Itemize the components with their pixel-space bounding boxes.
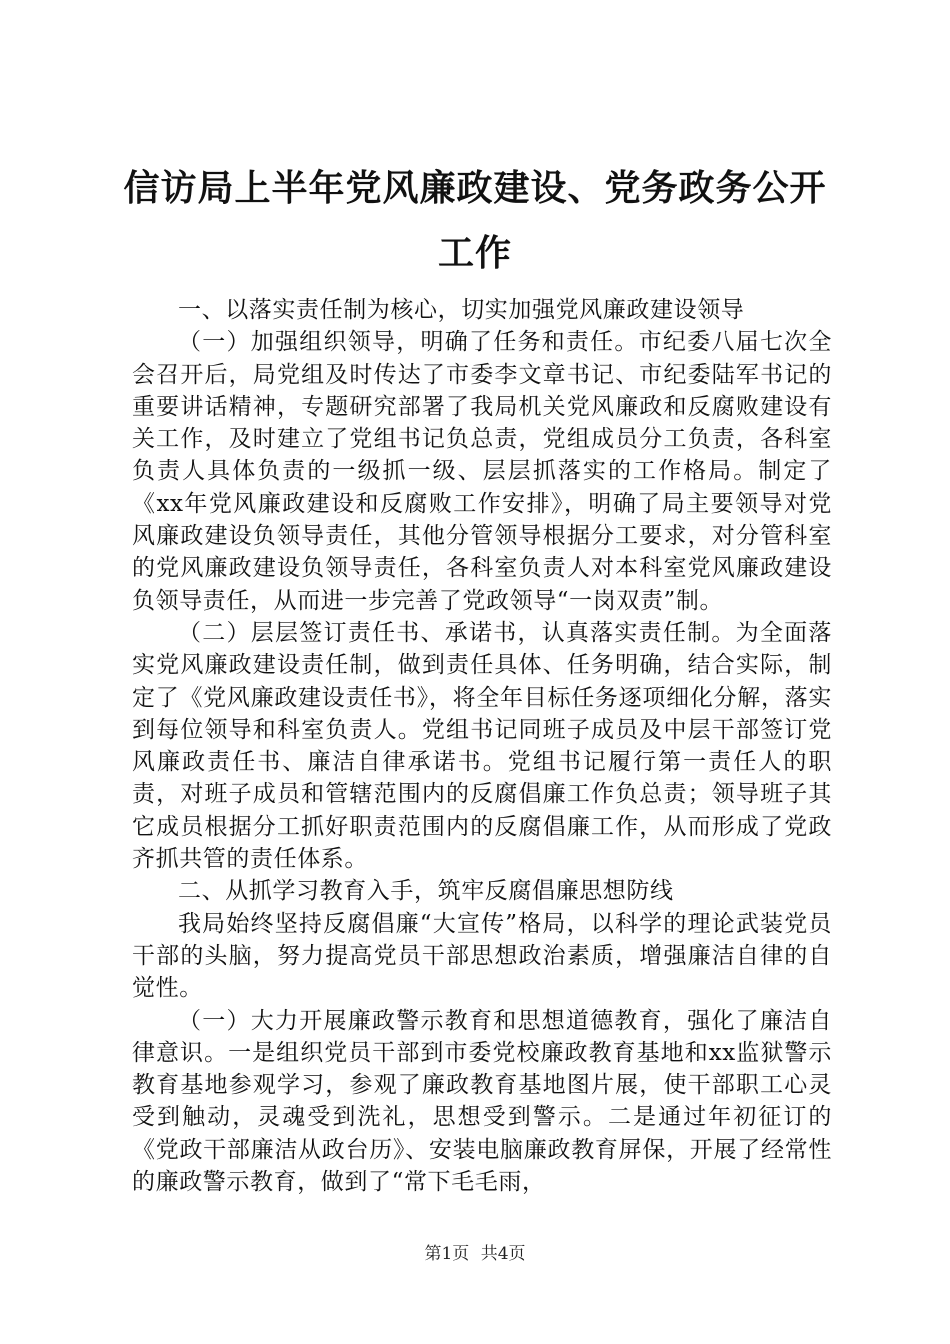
paragraph-2: （二）层层签订责任书、承诺书，认真落实责任制。为全面落实党风廉政建设责任制，做到责任具体、任务明确，结合实际，制定了《党风廉政建设责任书》，将全年目标任务逐项细化分解，落实到每位领导和科室负责人。党组书记同班子成员及中层干部签订党风廉政责任书、廉洁自律承诺书。党组书记履行第一责任人的职责，对班子成员和管辖范围内的反腐倡廉工作负总责；领导班子其它成员根据分工抓好职责范围内的反腐倡廉工作，从而形成了党政齐抓共管的责任体系。	[132, 619, 832, 873]
page-total: 共4页	[480, 1244, 526, 1264]
page-number: 第1页	[424, 1244, 470, 1264]
paragraph-3: 我局始终坚持反腐倡廉“大宣传”格局，以科学的理论武装党员干部的头脑，努力提高党员干部思想政治素质，增强廉洁自律的自觉性。	[132, 910, 832, 1002]
paragraph-4: （一）大力开展廉政警示教育和思想道德教育，强化了廉洁自律意识。一是组织党员干部到市委党校廉政教育基地和xx监狱警示教育基地参观学习，参观了廉政教育基地图片展，使干部职工心灵受到触动，灵魂受到洗礼，思想受到警示。二是通过年初征订的《党政干部廉洁从政台历》、安装电脑廉政教育屏保，开展了经常性的廉政警示教育，做到了“常下毛毛雨，	[132, 1007, 832, 1196]
section-heading-2: 二、从抓学习教育入手，筑牢反腐倡廉思想防线	[178, 878, 674, 905]
section-heading-1: 一、以落实责任制为核心，切实加强党风廉政建设领导	[178, 297, 745, 323]
document-body	[132, 294, 832, 1198]
page-footer	[0, 1242, 950, 1266]
paragraph-1: （一）加强组织领导，明确了任务和责任。市纪委八届七次全会召开后，局党组及时传达了市委李文章书记、市纪委陆军书记的重要讲话精神，专题研究部署了我局机关党风廉政和反腐败建设有关工作，及时建立了党组书记负总责，党组成员分工负责，各科室负责人具体负责的一级抓一级、层层抓落实的工作格局。制定了《xx年党风廉政建设和反腐败工作安排》，明确了局主要领导对党风廉政建设负领导责任，其他分管领导根据分工要求，对分管科室的党风廉政建设负领导责任，各科室负责人对本科室党风廉政建设负领导责任，从而进一步完善了党政领导“一岗双责”制。	[132, 329, 832, 614]
document-title: 信访局上半年党风廉政建设、党务政务公开工作	[123, 167, 827, 274]
